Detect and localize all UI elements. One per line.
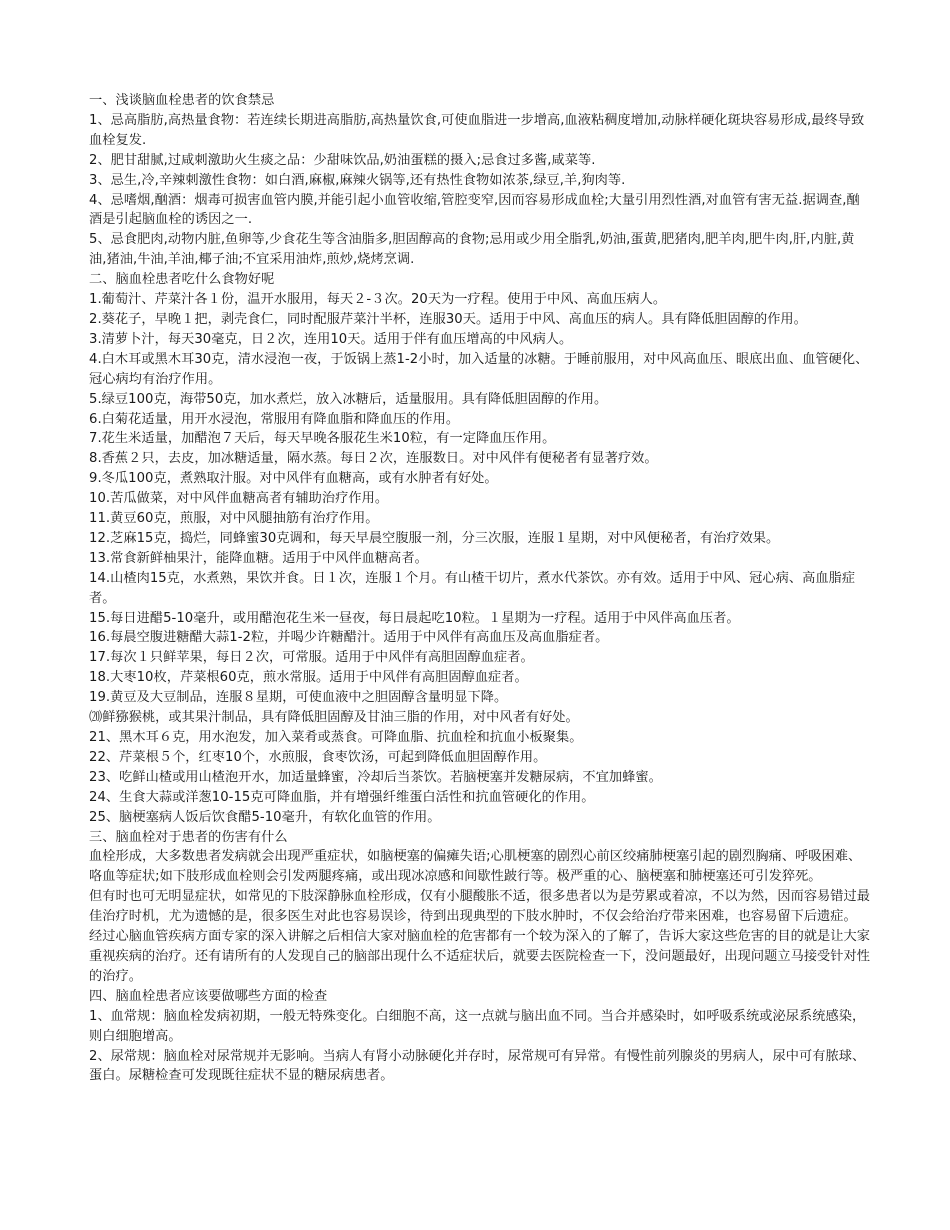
document-body [89, 91, 871, 1086]
list-item: 18.大枣10枚，芹菜根60克，煎水常服。适用于中风伴有高胆固醇血症者。 [89, 670, 528, 686]
section-heading-examinations: 1、血常规：脑血栓发病初期，一般无特殊变化。白细胞不高，这一点就与脑出血不同。当合并感染时，如呼吸系统或泌尿系统感染，则白细胞增高。 [89, 1008, 866, 1044]
list-item: 3.清萝卜汁，每天30毫克，日２次，连用10天。适用于伴有血压增高的中风病人。 [89, 331, 573, 347]
list-item: 19.黄豆及大豆制品，连服８星期，可使血液中之胆固醇含量明显下降。 [89, 690, 508, 706]
paragraph: 2、尿常规：脑血栓对尿常规并无影响。当病人有肾小动脉硬化并存时，尿常规可有异常。有慢性前列腺炎的男病人，尿中可有脓球、蛋白。尿糖检查可发现既往症状不显的糖尿病患者。 [89, 1048, 866, 1084]
list-item: 24、生食大蒜或洋葱10-15克可降血脂，并有增强纤维蛋白活性和抗血管硬化的作用。 [89, 789, 595, 805]
section-heading-good-foods: 二、脑血栓患者吃什么食物好呢 [89, 272, 275, 288]
paragraph: 2、肥甘甜腻,过咸刺激助火生痰之品：少甜味饮品,奶油蛋糕的摄入;忌食过多酱,咸菜等. [89, 152, 596, 168]
list-item: 4.白木耳或黑木耳30克，清水浸泡一夜，于饭锅上蒸1-2小时，加入适量的冰糖。于睡前服用，对中风高血压、眼底出血、血管硬化、冠心病均有治疗作用。 [89, 351, 869, 387]
list-item: 14.山楂肉15克，水煮熟，果饮并食。日１次，连服１个月。有山楂干切片，煮水代茶饮。亦有效。适用于中风、冠心病、高血脂症者。 [89, 570, 856, 606]
list-item: 22、芹菜根５个，红枣10个，水煎服，食枣饮汤，可起到降低血胆固醇作用。 [89, 749, 547, 765]
list-item: 12.芝麻15克，捣烂，同蜂蜜30克调和，每天早晨空腹服一剂，分三次服，连服１星期，对中风便秘者，有治疗效果。 [89, 530, 780, 546]
list-item: 10.苦瓜做菜，对中风伴血糖高者有辅助治疗作用。 [89, 491, 389, 507]
list-item: 23、吃鲜山楂或用山楂泡开水，加适量蜂蜜，冷却后当茶饮。若脑梗塞并发糖尿病，不宜加蜂蜜。 [89, 769, 662, 785]
list-item: 6.白菊花适量，用开水浸泡，常服用有降血脂和降血压的作用。 [89, 411, 460, 427]
paragraph: 经过心脑血管疾病方面专家的深入讲解之后相信大家对脑血栓的危害都有一个较为深入的了解了，告诉大家这些危害的目的就是让大家重视疾病的治疗。还有请所有的人发现自己的脑部出现什么不适症状后，就要去医院检查一下，没问题最好，出现问题立马接受针对性的治疗。 [89, 929, 871, 984]
paragraph: 4、忌嗜烟,酗酒：烟毒可损害血管内膜,并能引起小血管收缩,管腔变窄,因而容易形成血栓;大量引用烈性酒,对血管有害无益.据调查,酗酒是引起脑血栓的诱因之一. [89, 192, 860, 228]
list-item: 9.冬瓜100克，煮熟取汁服。对中风伴有血糖高，或有水肿者有好处。 [89, 471, 498, 487]
list-item: 5.绿豆100克，海带50克，加水煮烂，放入冰糖后，适量服用。具有降低胆固醇的作用。 [89, 391, 608, 407]
list-item: 15.每日进醋5-10毫升，或用醋泡花生米一昼夜，每日晨起吃10粒。１星期为一疗程。适用于中风伴高血压者。 [89, 610, 740, 626]
paragraph: 四、脑血栓患者应该要做哪些方面的检查 [89, 988, 328, 1004]
section-heading-harm: 血栓形成，大多数患者发病就会出现严重症状，如脑梗塞的偏瘫失语;心肌梗塞的剧烈心前区绞痛肺梗塞引起的剧烈胸痛、呼吸困难、咯血等症状;如下肢形成血栓则会引发两腿疼痛，或出现冰凉感和间歇性跛行等。极严重的心、脑梗塞和肺梗塞还可引发猝死。 [89, 849, 862, 885]
section-heading-diet-taboos: 一、浅谈脑血栓患者的饮食禁忌 [89, 93, 275, 108]
list-item: 17.每次１只鲜苹果，每日２次，可常服。适用于中风伴有高胆固醇血症者。 [89, 650, 534, 666]
list-item: 三、脑血栓对于患者的伤害有什么 [89, 829, 288, 845]
list-item: ⒇鲜猕猴桃，或其果汁制品，具有降低胆固醇及甘油三脂的作用，对中风者有好处。 [89, 710, 579, 726]
list-item: 11.黄豆60克，煎服，对中风腿抽筋有治疗作用。 [89, 511, 379, 527]
list-item: 2.葵花子，早晚１把，剥壳食仁，同时配服芹菜汁半杯，连服30天。适用于中风、高血压的病人。具有降低胆固醇的作用。 [89, 311, 807, 327]
list-item: 13.常食新鲜柚果汁，能降血糖。适用于中风伴血糖高者。 [89, 550, 428, 566]
paragraph: 但有时也可无明显症状，如常见的下肢深静脉血栓形成，仅有小腿酸胀不适，很多患者以为是劳累或着凉，不以为然，因而容易错过最佳治疗时机，尤为遗憾的是，很多医生对此也容易误诊，待到出现典型的下肢水肿时，不仅会给治疗带来困难，也容易留下后遗症。 [89, 889, 871, 925]
paragraph: 5、忌食肥肉,动物内脏,鱼卵等,少食花生等含油脂多,胆固醇高的食物;忌用或少用全脂乳,奶油,蛋黄,肥猪肉,肥羊肉,肥牛肉,肝,内脏,黄油,猪油,牛油,羊油,椰子油;不宜采用油炸,煎炒,烧烤烹调. [89, 232, 855, 268]
list-item: 7.花生米适量，加醋泡７天后，每天早晚各服花生米10粒，有一定降血压作用。 [89, 431, 556, 447]
list-item: 16.每晨空腹进糖醋大蒜1-2粒，并喝少许糖醋汁。适用于中风伴有高血压及高血脂症者。 [89, 630, 609, 646]
list-item: 8.香蕉２只，去皮，加冰糖适量，隔水蒸。每日２次，连服数日。对中风伴有便秘者有显著疗效。 [89, 451, 658, 467]
list-item: 21、黑木耳６克，用水泡发，加入菜肴或蒸食。可降血脂、抗血栓和抗血小板聚集。 [89, 730, 583, 745]
paragraph: 3、忌生,冷,辛辣刺激性食物：如白酒,麻椒,麻辣火锅等,还有热性食物如浓茶,绿豆,羊,狗肉等. [89, 172, 626, 188]
list-item: 25、脑梗塞病人饭后饮食醋5-10毫升，有软化血管的作用。 [89, 809, 441, 825]
paragraph: 1、忌高脂肪,高热量食物：若连续长期进高脂肪,高热量饮食,可使血脂进一步增高,血液粘稠度增加,动脉样硬化斑块容易形成,最终导致血栓复发. [89, 112, 865, 148]
list-item: 1.葡萄汁、芹菜汁各１份，温开水服用，每天２-３次。20天为一疗程。使用于中风、高血压病人。 [89, 292, 667, 308]
